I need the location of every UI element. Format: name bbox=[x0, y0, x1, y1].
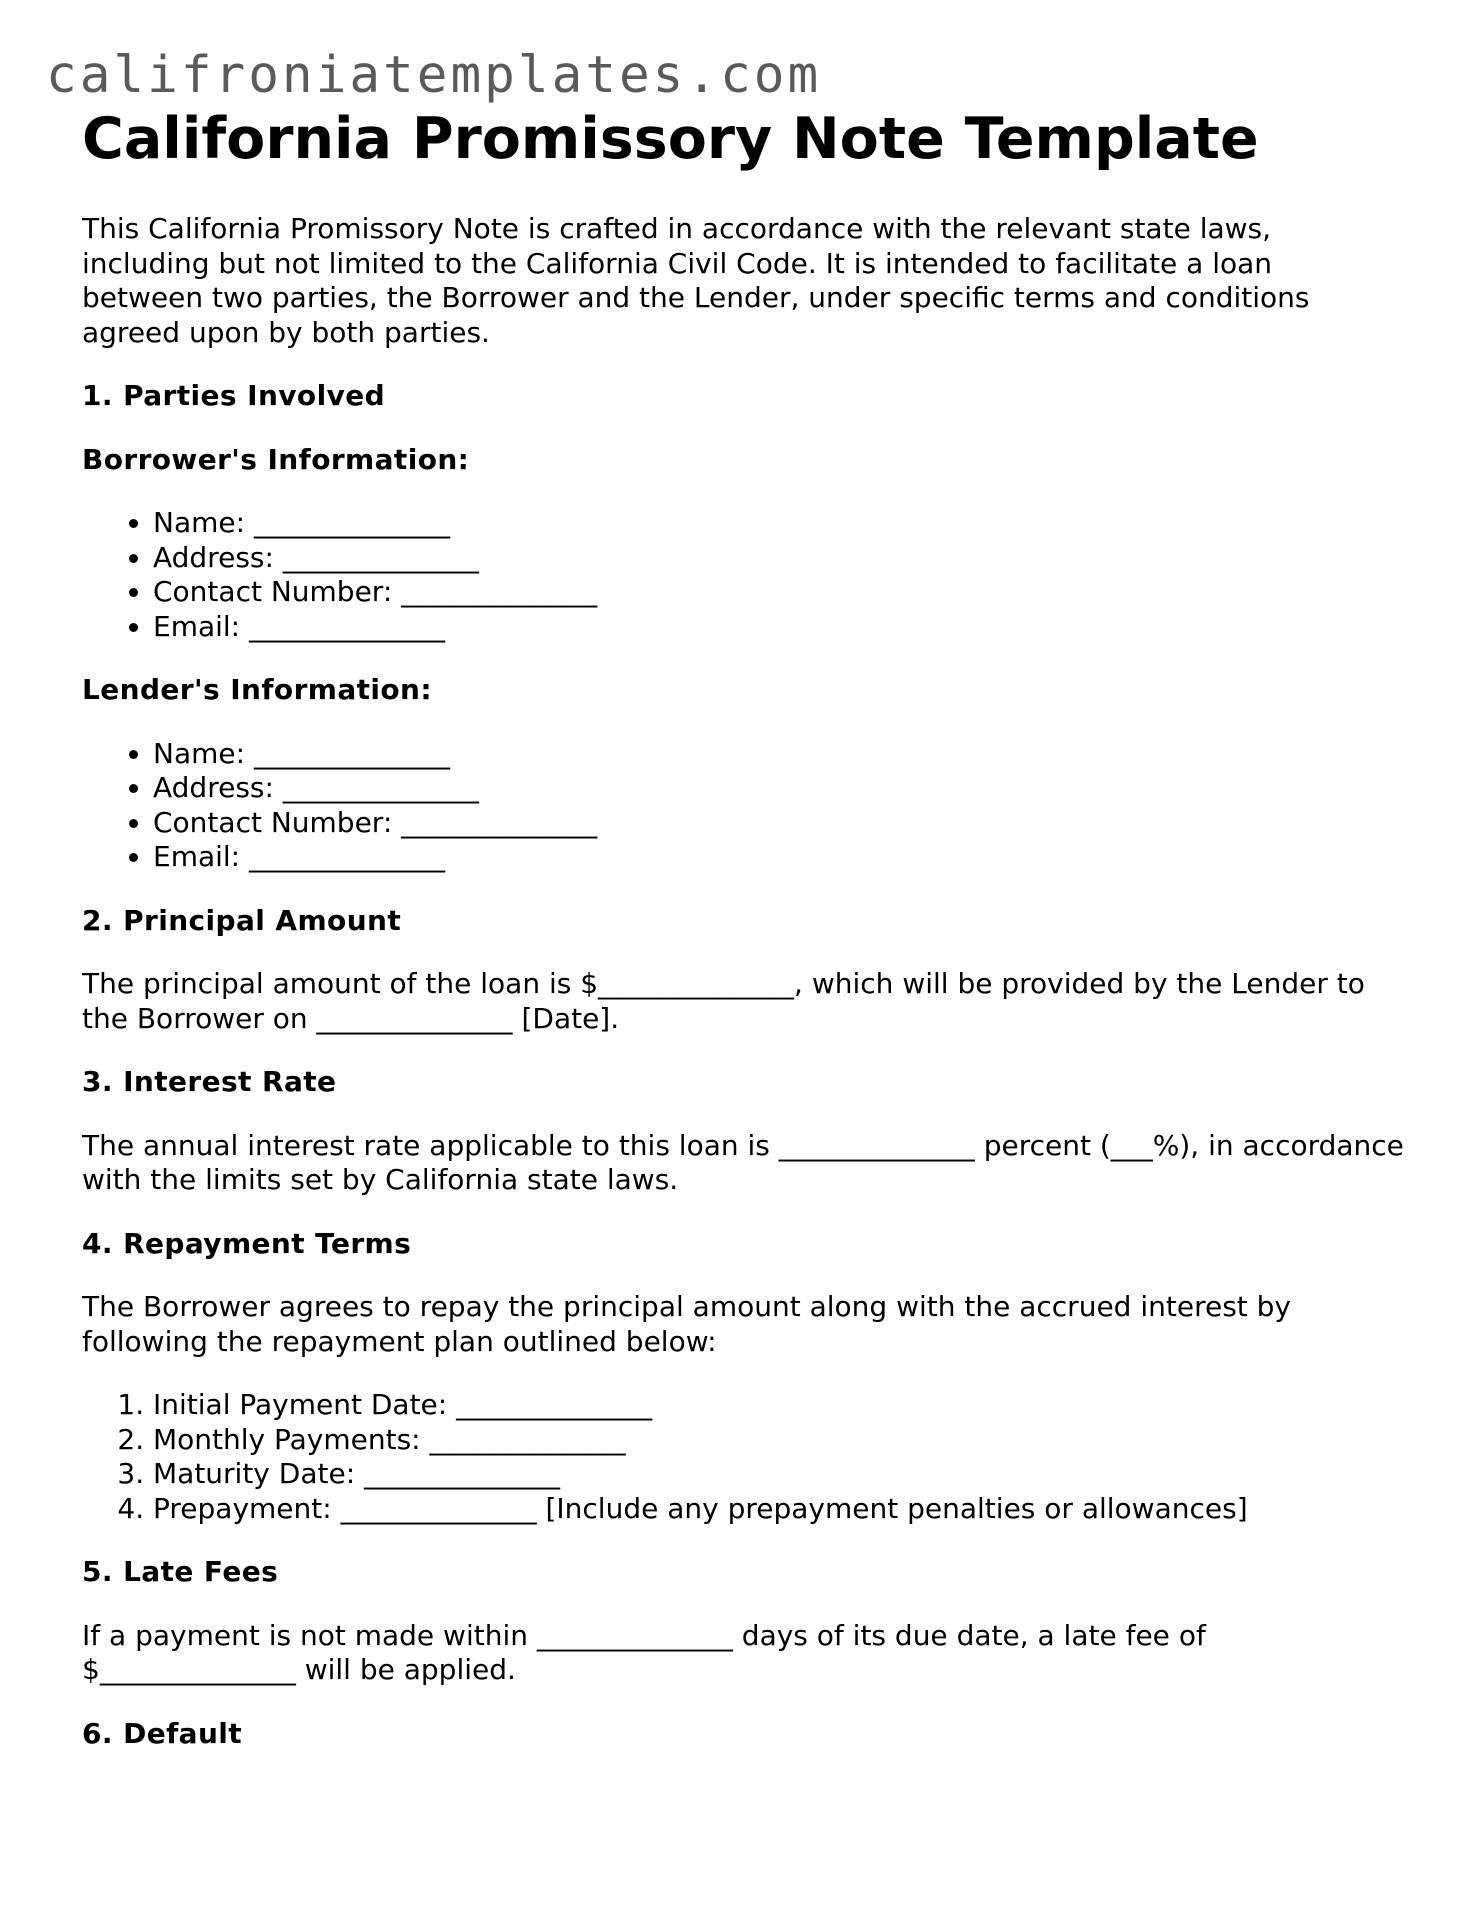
borrower-fields-list bbox=[82, 506, 1412, 644]
lender-email-field: • Email: ______________ bbox=[153, 840, 1412, 875]
borrower-info-heading: Borrower's Information: bbox=[82, 442, 470, 476]
late-fees-heading: 5. Late Fees bbox=[82, 1555, 279, 1588]
borrower-address-field: • Address: ______________ bbox=[153, 541, 1412, 576]
monthly-payments-item: 2. Monthly Payments: ______________ bbox=[153, 1423, 1412, 1458]
initial-payment-date-item: 1. Initial Payment Date: ______________ bbox=[153, 1388, 1412, 1423]
document-title: California Promissory Note Template bbox=[82, 106, 1259, 172]
parties-heading: 1. Parties Involved bbox=[82, 379, 386, 412]
maturity-date-item: 3. Maturity Date: ______________ bbox=[153, 1457, 1412, 1492]
site-watermark: califroniatemplates.com bbox=[46, 46, 822, 105]
lender-info-heading: Lender's Information: bbox=[82, 673, 432, 706]
interest-heading: 3. Interest Rate bbox=[82, 1065, 337, 1098]
principal-paragraph: The principal amount of the loan is $______________, which will be provided by the Lender to the Borrower on ______________ [Date]. bbox=[82, 967, 1365, 1035]
late-fees-paragraph: If a payment is not made within ______________ days of its due date, a late fee of $______________ will be applied. bbox=[82, 1618, 1206, 1686]
borrower-email-field: • Email: ______________ bbox=[153, 610, 1412, 645]
lender-address-field: • Address: ______________ bbox=[153, 771, 1412, 806]
lender-contact-field: • Contact Number: ______________ bbox=[153, 806, 1412, 841]
interest-paragraph: The annual interest rate applicable to this loan is ______________ percent (___%), in accordance with the limits set by California state laws. bbox=[82, 1128, 1404, 1196]
default-heading: 6. Default bbox=[82, 1716, 243, 1750]
repayment-plan-list bbox=[82, 1388, 1412, 1526]
principal-heading: 2. Principal Amount bbox=[82, 903, 402, 937]
intro-paragraph: This California Promissory Note is crafted in accordance with the relevant state laws, including but not limited to the California Civil Code. It is intended to facilitate a loan between two parties, the Borrower and the Lender, under specific terms and conditions agreed upon by both parties. bbox=[82, 212, 1310, 349]
lender-fields-list bbox=[82, 737, 1412, 875]
prepayment-item: 4. Prepayment: ______________ [Include any prepayment penalties or allowances] bbox=[153, 1492, 1412, 1527]
document-body bbox=[82, 100, 1412, 1751]
borrower-contact-field: • Contact Number: ______________ bbox=[153, 575, 1412, 610]
lender-name-field: • Name: ______________ bbox=[153, 737, 1412, 772]
repayment-paragraph: The Borrower agrees to repay the principal amount along with the accrued interest by following the repayment plan outlined below: bbox=[82, 1290, 1292, 1358]
borrower-name-field: • Name: ______________ bbox=[153, 506, 1412, 541]
repayment-heading: 4. Repayment Terms bbox=[82, 1226, 412, 1260]
